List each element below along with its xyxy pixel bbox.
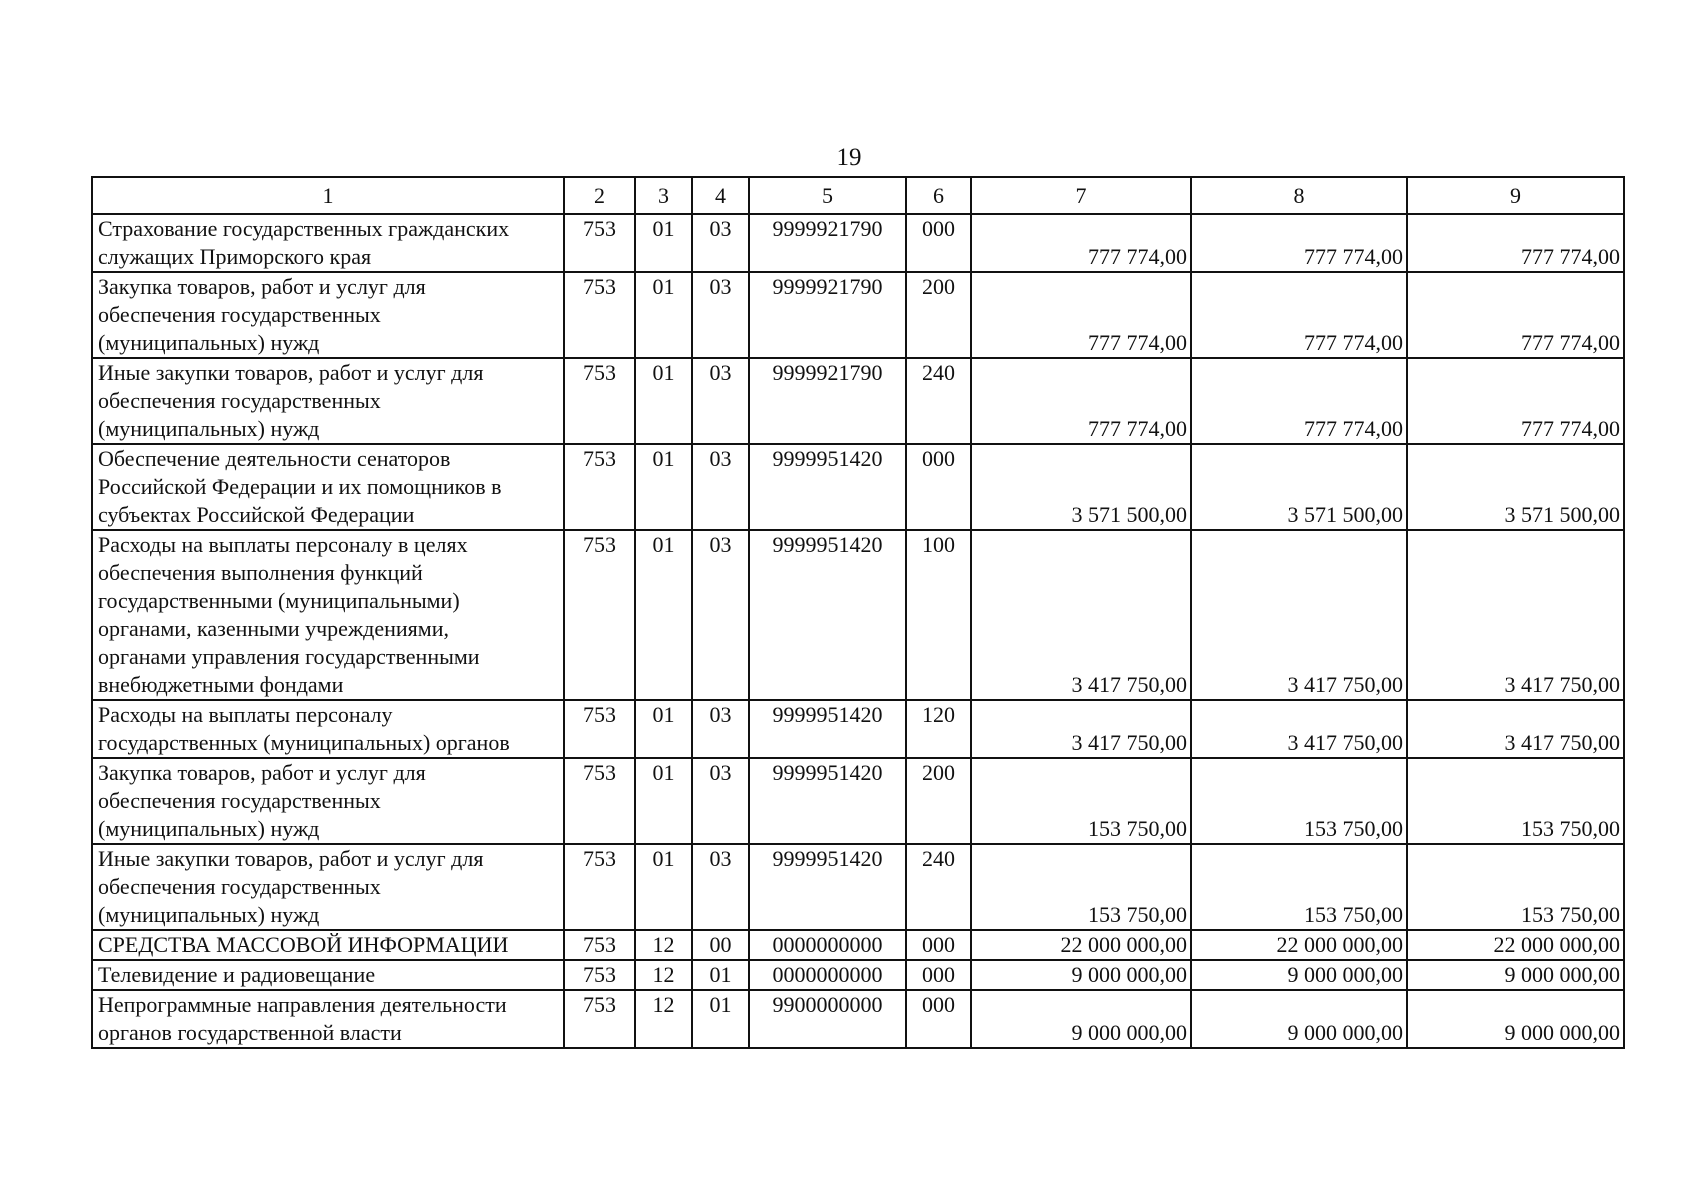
row-amount-c7: 777 774,00 <box>971 214 1191 272</box>
row-code-c2: 753 <box>564 358 635 444</box>
row-code-c5: 9999951420 <box>749 530 906 700</box>
row-name <box>92 758 564 844</box>
row-code-c2: 753 <box>564 530 635 700</box>
row-name-line: Закупка товаров, работ и услуг для <box>98 760 426 785</box>
row-name-line: (муниципальных) нужд <box>98 330 320 355</box>
row-code-c4: 03 <box>692 272 749 358</box>
row-code-c4: 03 <box>692 758 749 844</box>
row-name-line: Иные закупки товаров, работ и услуг для <box>98 360 484 385</box>
row-code-c2: 753 <box>564 214 635 272</box>
row-name: Телевидение и радиовещание <box>92 960 564 990</box>
row-code-c2: 753 <box>564 844 635 930</box>
row-code-c6: 200 <box>906 272 971 358</box>
budget-table <box>91 176 1625 1049</box>
row-amount-c7: 3 571 500,00 <box>971 444 1191 530</box>
row-code-c6: 000 <box>906 444 971 530</box>
row-amount-c9: 22 000 000,00 <box>1407 930 1624 960</box>
row-amount-c8: 9 000 000,00 <box>1191 990 1407 1048</box>
row-code-c5: 9999951420 <box>749 444 906 530</box>
table-row <box>92 530 1624 700</box>
row-code-c4: 01 <box>692 990 749 1048</box>
row-amount-c8: 777 774,00 <box>1191 214 1407 272</box>
row-name-line: обеспечения государственных <box>98 388 381 413</box>
row-amount-c9: 153 750,00 <box>1407 758 1624 844</box>
row-code-c4: 03 <box>692 530 749 700</box>
row-name <box>92 444 564 530</box>
row-amount-c9: 3 571 500,00 <box>1407 444 1624 530</box>
row-amount-c7: 777 774,00 <box>971 272 1191 358</box>
row-name-line: органов государственной власти <box>98 1020 402 1045</box>
row-name-line: (муниципальных) нужд <box>98 416 320 441</box>
row-code-c5: 0000000000 <box>749 930 906 960</box>
row-code-c3: 01 <box>635 272 692 358</box>
row-code-c6: 100 <box>906 530 971 700</box>
row-code-c2: 753 <box>564 444 635 530</box>
row-amount-c7: 9 000 000,00 <box>971 990 1191 1048</box>
row-name-line: Закупка товаров, работ и услуг для <box>98 274 426 299</box>
column-header: 9 <box>1407 177 1624 214</box>
row-code-c6: 000 <box>906 214 971 272</box>
row-code-c6: 000 <box>906 990 971 1048</box>
row-amount-c9: 3 417 750,00 <box>1407 700 1624 758</box>
row-code-c5: 9999921790 <box>749 214 906 272</box>
column-header: 8 <box>1191 177 1407 214</box>
row-name-line: государственных (муниципальных) органов <box>98 730 510 755</box>
row-name-line: Иные закупки товаров, работ и услуг для <box>98 846 484 871</box>
row-amount-c7: 22 000 000,00 <box>971 930 1191 960</box>
row-name-line: субъектах Российской Федерации <box>98 502 415 527</box>
table-row <box>92 214 1624 272</box>
column-header: 4 <box>692 177 749 214</box>
row-name-line: обеспечения государственных <box>98 788 381 813</box>
row-name-line: служащих Приморского края <box>98 244 372 269</box>
table-row <box>92 444 1624 530</box>
row-code-c5: 9900000000 <box>749 990 906 1048</box>
table-row <box>92 700 1624 758</box>
row-code-c5: 9999921790 <box>749 272 906 358</box>
table-row <box>92 358 1624 444</box>
row-code-c6: 200 <box>906 758 971 844</box>
row-name <box>92 990 564 1048</box>
table-header-row <box>92 177 1624 214</box>
row-code-c3: 01 <box>635 358 692 444</box>
row-code-c5: 9999921790 <box>749 358 906 444</box>
row-amount-c9: 3 417 750,00 <box>1407 530 1624 700</box>
row-code-c2: 753 <box>564 758 635 844</box>
row-amount-c9: 153 750,00 <box>1407 844 1624 930</box>
row-name-line: обеспечения государственных <box>98 874 381 899</box>
row-name-line: Расходы на выплаты персоналу в целях <box>98 532 468 557</box>
row-name-line: обеспечения выполнения функций <box>98 560 423 585</box>
row-amount-c8: 3 417 750,00 <box>1191 530 1407 700</box>
row-code-c4: 03 <box>692 214 749 272</box>
row-name <box>92 358 564 444</box>
row-amount-c8: 9 000 000,00 <box>1191 960 1407 990</box>
row-code-c4: 03 <box>692 700 749 758</box>
row-code-c6: 240 <box>906 358 971 444</box>
row-name <box>92 272 564 358</box>
row-amount-c8: 777 774,00 <box>1191 272 1407 358</box>
row-amount-c8: 777 774,00 <box>1191 358 1407 444</box>
table-row <box>92 990 1624 1048</box>
row-name-line: Непрограммные направления деятельности <box>98 992 507 1017</box>
row-code-c6: 000 <box>906 930 971 960</box>
column-header: 6 <box>906 177 971 214</box>
row-code-c4: 03 <box>692 358 749 444</box>
row-code-c4: 01 <box>692 960 749 990</box>
page-number: 19 <box>836 144 862 171</box>
row-name-line: (муниципальных) нужд <box>98 902 320 927</box>
row-amount-c9: 9 000 000,00 <box>1407 960 1624 990</box>
table-row <box>92 272 1624 358</box>
table-row <box>92 930 1624 960</box>
row-amount-c9: 777 774,00 <box>1407 358 1624 444</box>
row-amount-c8: 153 750,00 <box>1191 758 1407 844</box>
row-code-c2: 753 <box>564 990 635 1048</box>
row-amount-c7: 777 774,00 <box>971 358 1191 444</box>
column-header: 5 <box>749 177 906 214</box>
column-header: 2 <box>564 177 635 214</box>
row-code-c3: 12 <box>635 930 692 960</box>
row-code-c6: 240 <box>906 844 971 930</box>
row-name-line: обеспечения государственных <box>98 302 381 327</box>
row-code-c6: 120 <box>906 700 971 758</box>
row-code-c4: 03 <box>692 844 749 930</box>
row-name-line: Обеспечение деятельности сенаторов <box>98 446 451 471</box>
row-amount-c7: 3 417 750,00 <box>971 700 1191 758</box>
row-code-c2: 753 <box>564 272 635 358</box>
row-code-c3: 01 <box>635 444 692 530</box>
row-amount-c8: 3 571 500,00 <box>1191 444 1407 530</box>
row-name-line: органами, казенными учреждениями, <box>98 616 449 641</box>
row-amount-c9: 9 000 000,00 <box>1407 990 1624 1048</box>
row-name <box>92 844 564 930</box>
row-name-line: Расходы на выплаты персоналу <box>98 702 393 727</box>
row-code-c4: 00 <box>692 930 749 960</box>
row-name <box>92 530 564 700</box>
row-code-c4: 03 <box>692 444 749 530</box>
row-amount-c7: 9 000 000,00 <box>971 960 1191 990</box>
row-amount-c9: 777 774,00 <box>1407 214 1624 272</box>
row-code-c6: 000 <box>906 960 971 990</box>
row-name-line: государственными (муниципальными) <box>98 588 460 613</box>
row-code-c3: 01 <box>635 530 692 700</box>
row-amount-c8: 3 417 750,00 <box>1191 700 1407 758</box>
row-code-c3: 01 <box>635 214 692 272</box>
row-amount-c8: 153 750,00 <box>1191 844 1407 930</box>
table-row <box>92 844 1624 930</box>
row-amount-c7: 3 417 750,00 <box>971 530 1191 700</box>
column-header: 3 <box>635 177 692 214</box>
row-code-c2: 753 <box>564 930 635 960</box>
row-name-line: внебюджетными фондами <box>98 672 344 697</box>
row-name <box>92 700 564 758</box>
row-code-c3: 01 <box>635 844 692 930</box>
row-code-c3: 12 <box>635 960 692 990</box>
row-code-c5: 9999951420 <box>749 758 906 844</box>
row-name-line: органами управления государственными <box>98 644 480 669</box>
row-code-c3: 12 <box>635 990 692 1048</box>
row-code-c3: 01 <box>635 700 692 758</box>
row-name-line: (муниципальных) нужд <box>98 816 320 841</box>
row-amount-c8: 22 000 000,00 <box>1191 930 1407 960</box>
row-code-c5: 0000000000 <box>749 960 906 990</box>
row-name: СРЕДСТВА МАССОВОЙ ИНФОРМАЦИИ <box>92 930 564 960</box>
row-amount-c7: 153 750,00 <box>971 844 1191 930</box>
row-name-line: Страхование государственных гражданских <box>98 216 510 241</box>
row-code-c5: 9999951420 <box>749 844 906 930</box>
row-code-c2: 753 <box>564 960 635 990</box>
column-header: 1 <box>92 177 564 214</box>
column-header: 7 <box>971 177 1191 214</box>
row-code-c2: 753 <box>564 700 635 758</box>
row-name <box>92 214 564 272</box>
row-amount-c7: 153 750,00 <box>971 758 1191 844</box>
row-name-line: Российской Федерации и их помощников в <box>98 474 502 499</box>
row-code-c5: 9999951420 <box>749 700 906 758</box>
table-row <box>92 758 1624 844</box>
row-amount-c9: 777 774,00 <box>1407 272 1624 358</box>
row-code-c3: 01 <box>635 758 692 844</box>
table-row <box>92 960 1624 990</box>
